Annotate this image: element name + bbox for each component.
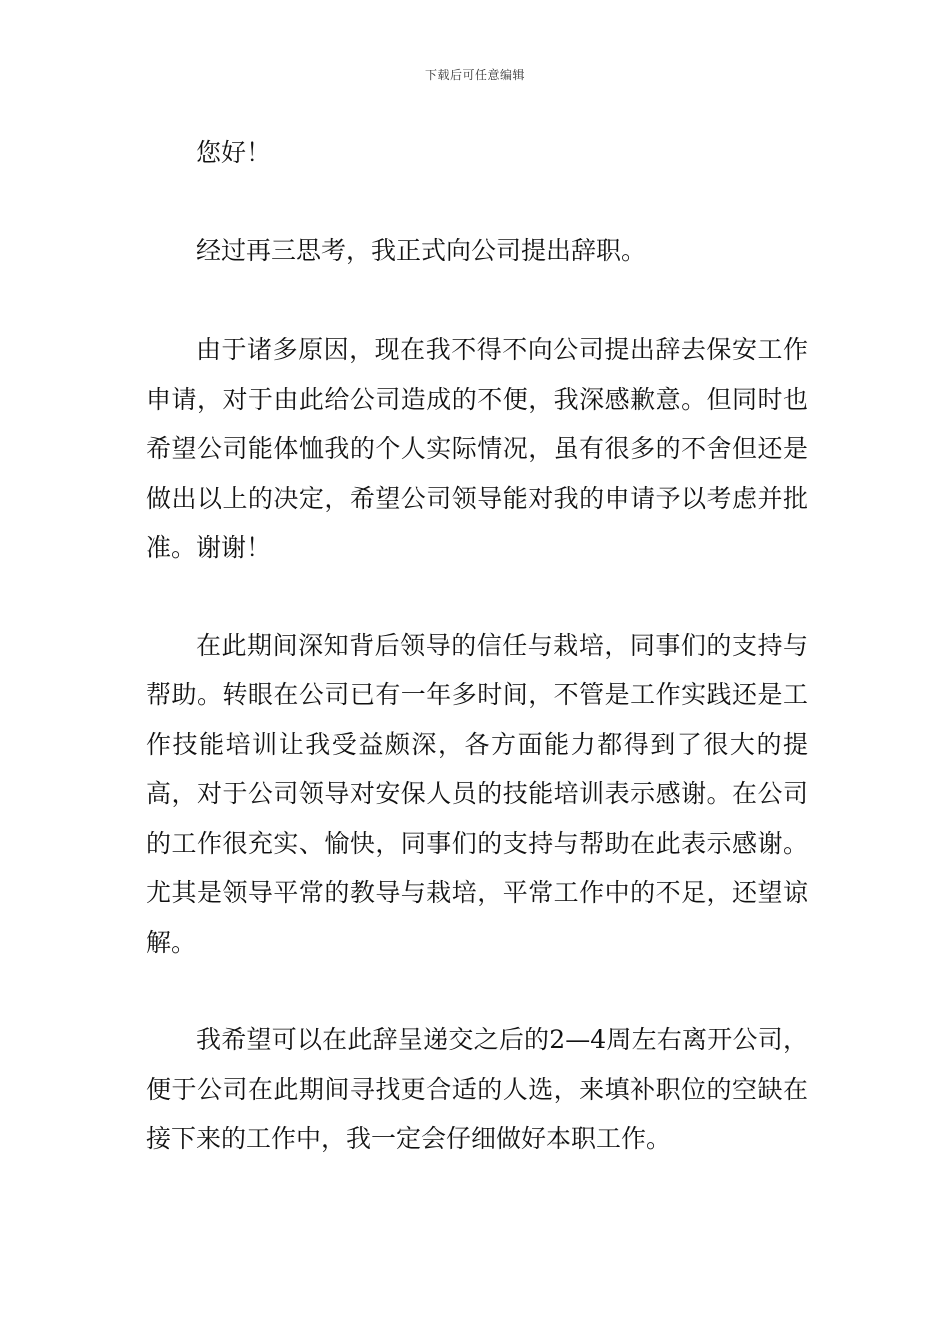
paragraph-3: 在此期间深知背后领导的信任与栽培，同事们的支持与帮助。转眼在公司已有一年多时间，不管是工作实践还是工作技能培训让我受益颇深，各方面能力都得到了很大的提高，对于公司领导对安保人员的技能培训表示感谢。在公司的工作很充实、愉快，同事们的支持与帮助在此表示感谢。尤其是领导平常的教导与栽培，平常工作中的不足，还望谅解。 bbox=[146, 630, 808, 957]
paragraph-1: 经过再三思考，我正式向公司提出辞职。 bbox=[196, 235, 647, 265]
paragraph-4: 我希望可以在此辞呈递交之后的2—4周左右离开公司，便于公司在此期间寻找更合适的人选，来填补职位的空缺在接下来的工作中，我一定会仔细做好本职工作。 bbox=[146, 1025, 808, 1153]
paragraph-gap bbox=[146, 275, 808, 325]
paragraph-gap bbox=[146, 573, 808, 621]
letter-body bbox=[146, 128, 808, 1164]
paragraph-gap bbox=[146, 178, 808, 226]
paragraph-2: 由于诸多原因，现在我不得不向公司提出辞去保安工作申请，对于由此给公司造成的不便，我深感歉意。但同时也希望公司能体恤我的个人实际情况，虽有很多的不舍但还是做出以上的决定，希望公司领导能对我的申请予以考虑并批准。谢谢！ bbox=[146, 335, 808, 562]
header-note: 下载后可任意编辑 bbox=[424, 68, 525, 82]
paragraph-gap bbox=[146, 967, 808, 1015]
greeting: 您好！ bbox=[196, 138, 272, 167]
